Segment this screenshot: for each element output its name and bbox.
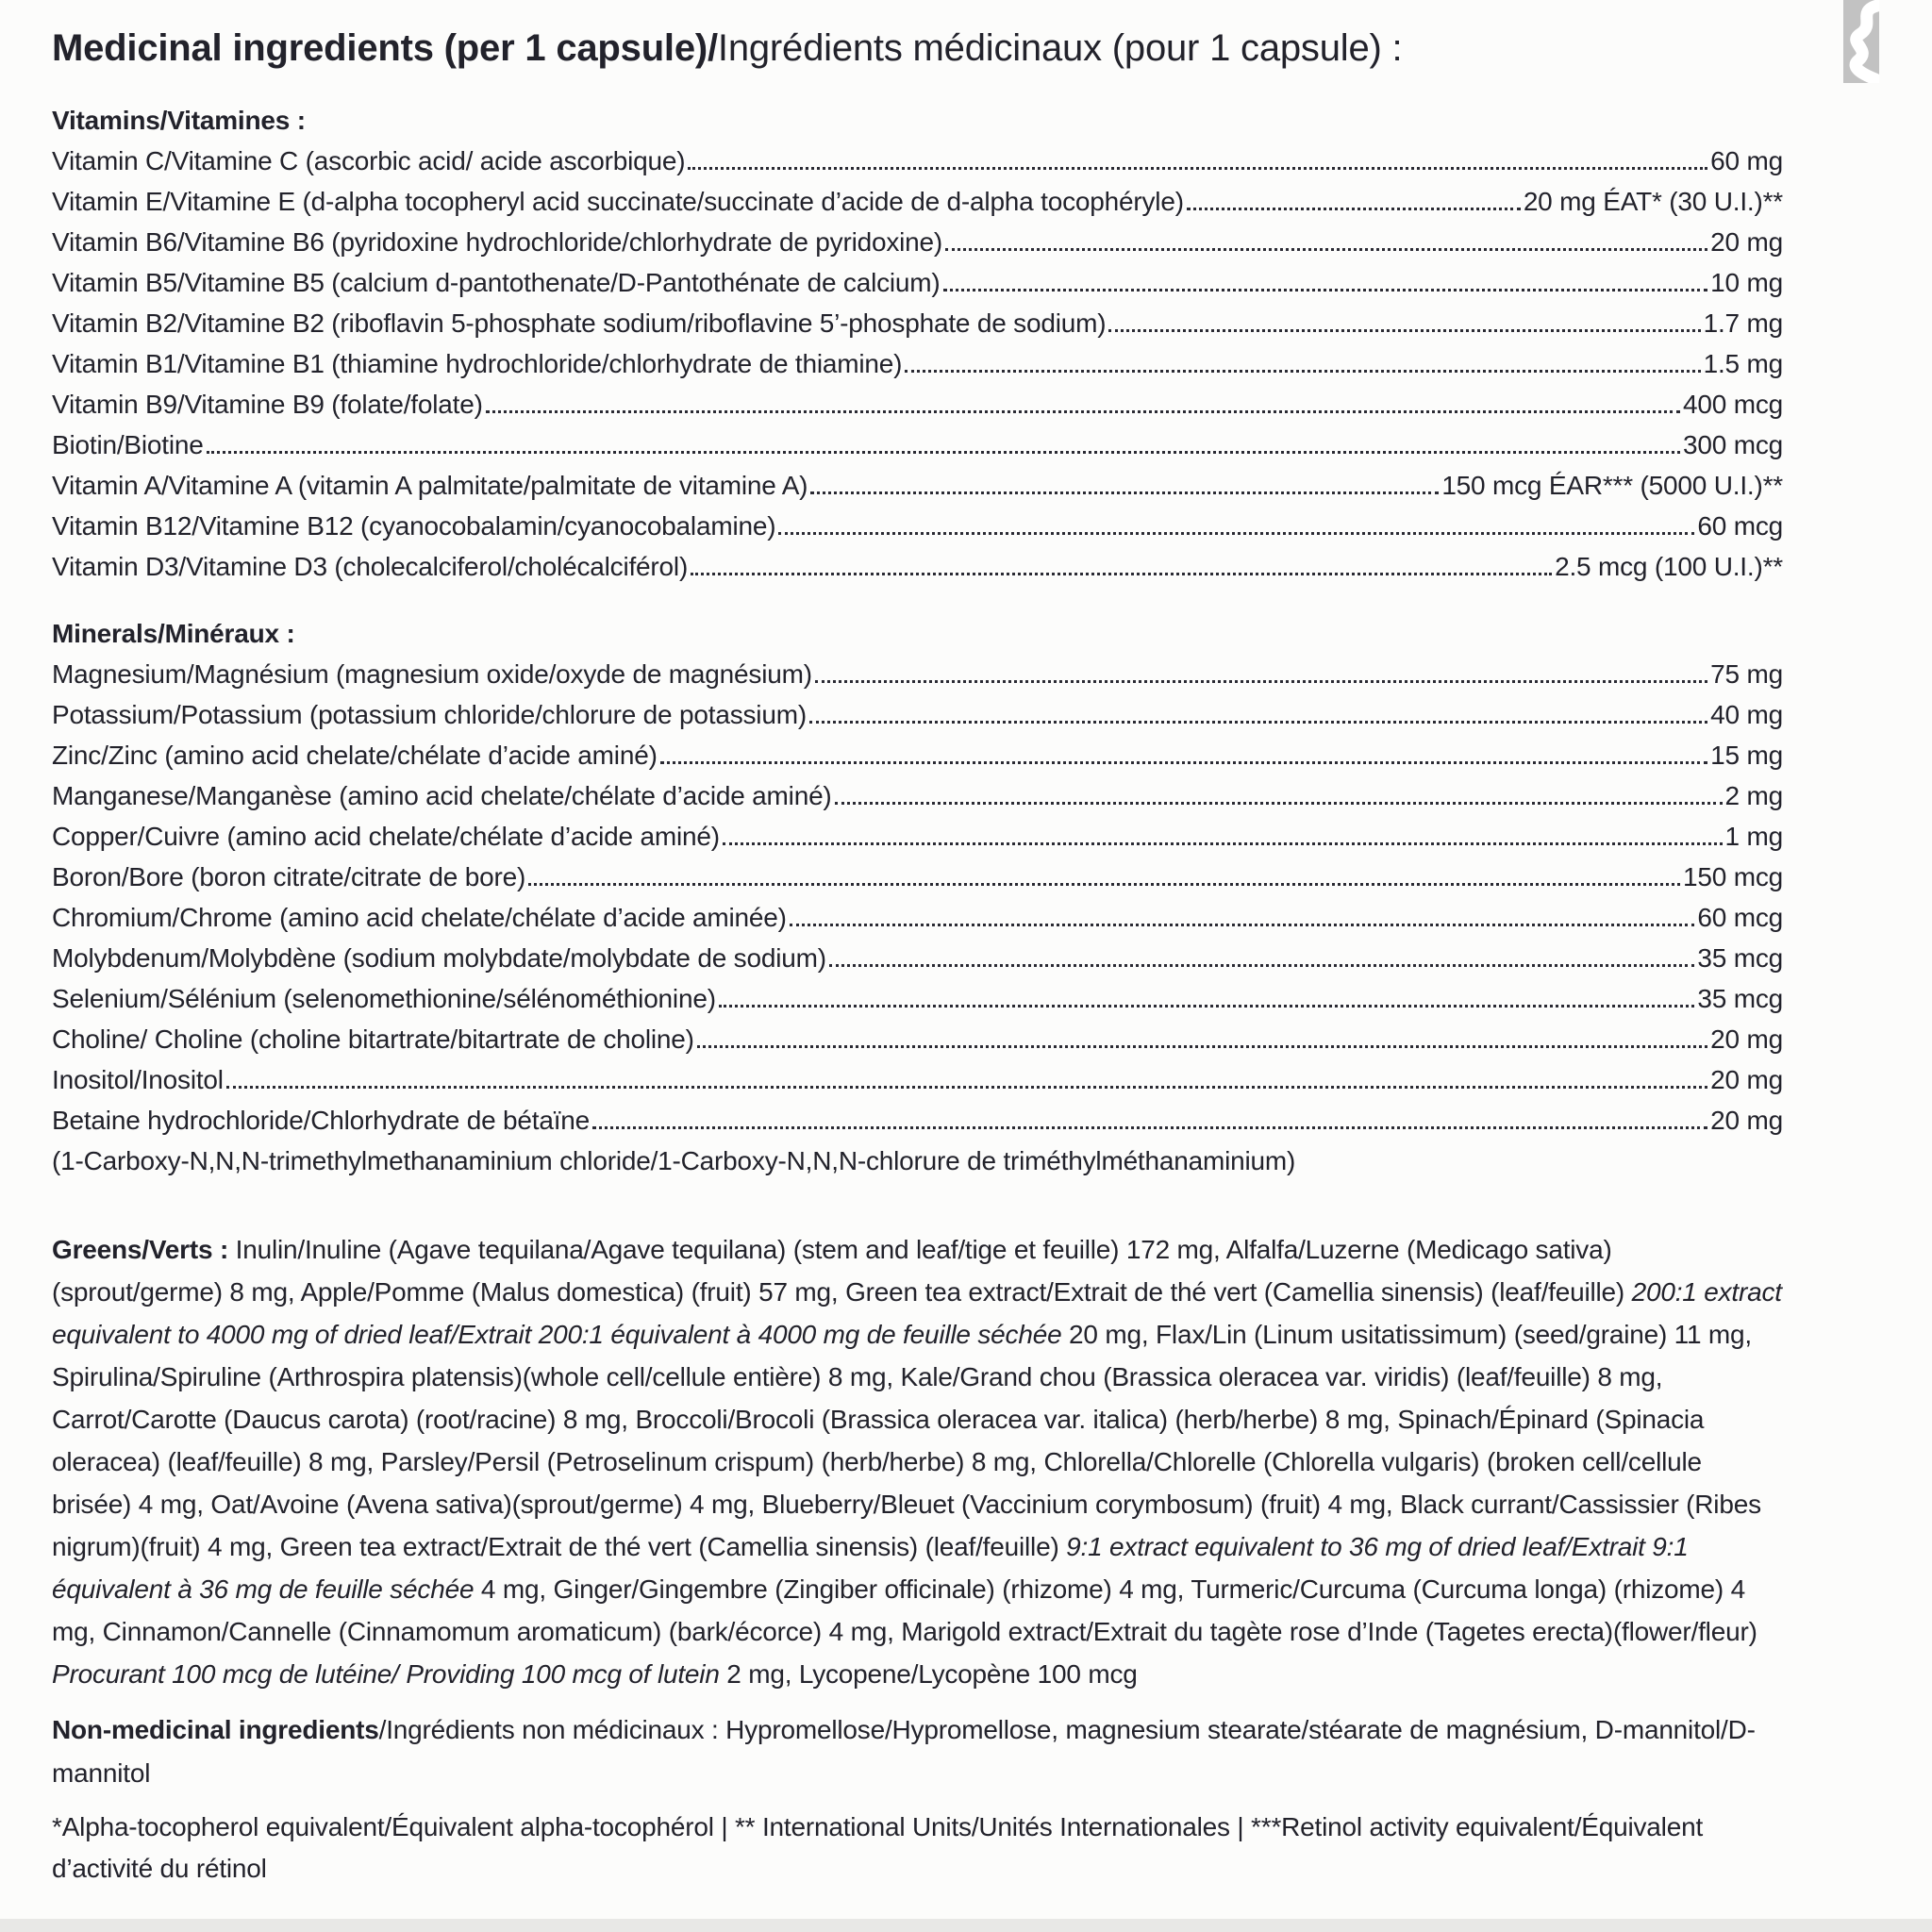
- ingredient-amount: 15 mg: [1710, 741, 1783, 770]
- dotted-leader: [688, 167, 1707, 170]
- non-medicinal-paragraph: [52, 1708, 1783, 1795]
- ingredient-amount: 20 mg: [1710, 1065, 1783, 1094]
- ingredient-amount: 150 mcg: [1683, 862, 1783, 891]
- dotted-leader: [945, 248, 1707, 251]
- ingredient-amount: 1.7 mg: [1703, 308, 1783, 338]
- ingredient-row: [52, 343, 1783, 384]
- dotted-leader: [1187, 208, 1521, 210]
- ingredient-amount: 300 mcg: [1683, 430, 1783, 459]
- ingredient-row: [52, 262, 1783, 303]
- dotted-leader: [697, 1045, 1707, 1048]
- ingredient-amount: 40 mg: [1710, 700, 1783, 729]
- ingredient-name: Vitamin B2/Vitamine B2 (riboflavin 5-phosphate sodium/riboflavine 5’-phosphate de sodium): [52, 308, 1107, 338]
- ingredient-amount: 400 mcg: [1683, 390, 1783, 419]
- ingredient-row: [52, 775, 1783, 816]
- ingredient-amount: 20 mg: [1710, 1106, 1783, 1135]
- ingredient-row: [52, 938, 1783, 978]
- ingredient-name: Vitamin E/Vitamine E (d-alpha tocopheryl acid succinate/succinate d’acide de d-alpha tocophéryle): [52, 187, 1184, 216]
- vitamins-list: [52, 141, 1783, 587]
- ingredient-row: [52, 303, 1783, 343]
- dotted-leader: [207, 451, 1680, 454]
- ingredient-name: Boron/Bore (boron citrate/citrate de bore): [52, 862, 526, 891]
- ingredient-row: [52, 506, 1783, 546]
- footnotes-text: *Alpha-tocopherol equivalent/Équivalent alpha-tocophérol | ** International Units/Unités Internationales | ***Retinol activity equivalent/Équivalent d’activité du rétinol: [52, 1812, 1704, 1883]
- greens-segment: 20 mg, Flax/Lin (Linum usitatissimum) (seed/graine) 11 mg, Spirulina/Spiruline (Arthrospira platensis)(whole cell/cellule entière) 8 mg, Kale/Grand chou (Brassica oleracea var. viridis) (leaf/feuille) 8 mg, Carrot/Carotte (Daucus carota) (root/racine) 8 mg, Broccoli/Brocoli (Brassica oleracea var. italica) (herb/herbe) 8 mg, Spinach/Épinard (Spinacia oleracea) (leaf/feuille) 8 mg, Parsley/Persil (Petroselinum crispum) (herb/herbe) 8 mg, Chlorella/Chlorelle (Chlorella vulgaris) (broken cell/cellule brisée) 4 mg, Oat/Avoine (Avena sativa)(sprout/germe) 4 mg, Blueberry/Bleuet (Vaccinium corymbosum) (fruit) 4 mg, Black currant/Cassissier (Ribes nigrum)(fruit) 4 mg, Green tea extract/Extrait de thé vert (Camellia sinensis) (leaf/feuille): [52, 1320, 1761, 1561]
- ingredient-amount: 75 mg: [1710, 659, 1783, 689]
- ingredient-row: [52, 425, 1783, 465]
- bottom-edge-strip: [0, 1919, 1932, 1932]
- ingredient-name: Potassium/Potassium (potassium chloride/chlorure de potassium): [52, 700, 807, 729]
- ingredient-row: [52, 735, 1783, 775]
- ingredient-row: [52, 816, 1783, 857]
- ingredient-row: [52, 694, 1783, 735]
- ingredient-row: [52, 857, 1783, 897]
- ingredient-amount: 150 mcg ÉAR*** (5000 U.I.)**: [1441, 471, 1783, 500]
- dotted-leader: [835, 802, 1723, 805]
- greens-segment: 4 mg, Ginger/Gingembre (Zingiber officinale) (rhizome) 4 mg, Turmeric/Curcuma (Curcuma longa) (rhizome) 4 mg, Cinnamon/Cannelle (Cinnamomum aromaticum) (bark/écorce) 4 mg, Marigold extract/Extrait du tagète rose d’Inde (Tagetes erecta)(flower/fleur): [52, 1574, 1757, 1646]
- ingredient-name: Chromium/Chrome (amino acid chelate/chélate d’acide aminée): [52, 903, 787, 932]
- ingredient-amount: 2.5 mcg (100 U.I.)**: [1555, 552, 1783, 581]
- ingredient-name: Biotin/Biotine: [52, 430, 204, 459]
- dotted-leader: [815, 680, 1707, 683]
- ingredient-amount: 60 mcg: [1697, 903, 1783, 932]
- dotted-leader: [691, 573, 1552, 575]
- ingredient-row: [52, 1059, 1783, 1100]
- ingredient-name: Selenium/Sélénium (selenomethionine/sélénométhionine): [52, 984, 716, 1013]
- ingredient-name: Vitamin B6/Vitamine B6 (pyridoxine hydrochloride/chlorhydrate de pyridoxine): [52, 227, 943, 257]
- minerals-section-header: Minerals/Minéraux :: [52, 619, 295, 648]
- non-medicinal-label: Non-medicinal ingredients: [52, 1715, 379, 1744]
- ingredient-name: Vitamin D3/Vitamine D3 (cholecalciferol/cholécalciférol): [52, 552, 689, 581]
- ingredient-amount: 1 mg: [1724, 822, 1783, 851]
- ingredient-row: [52, 978, 1783, 1019]
- greens-segment: 2 mg, Lycopene/Lycopène 100 mcg: [719, 1659, 1138, 1689]
- ingredient-row: [52, 1100, 1783, 1141]
- dotted-leader: [226, 1086, 1707, 1089]
- dotted-leader: [486, 410, 1680, 413]
- panel-title-english: Medicinal ingredients (per 1 capsule)/: [52, 27, 718, 69]
- dotted-leader: [778, 532, 1694, 535]
- non-medicinal-text: /Ingrédients non médicinaux : Hypromellose/Hypromellose, magnesium stearate/stéarate de magnésium, D-mannitol/D-mannitol: [52, 1715, 1756, 1788]
- ingredient-name: Inositol/Inositol: [52, 1065, 224, 1094]
- ingredient-row: [52, 465, 1783, 506]
- dotted-leader: [810, 491, 1439, 494]
- ingredient-name: Manganese/Manganèse (amino acid chelate/chélate d’acide aminé): [52, 781, 832, 810]
- ingredient-name: Vitamin B1/Vitamine B1 (thiamine hydrochloride/chlorhydrate de thiamine): [52, 349, 903, 378]
- ingredient-name: Vitamin B5/Vitamine B5 (calcium d-pantothenate/D-Pantothénate de calcium): [52, 268, 941, 297]
- greens-segment: 9:1 extract equivalent to 36 mg of dried leaf/Extrait 9:1 équivalent à 36 mg de feuille séchée: [52, 1532, 1689, 1604]
- ingredient-row: [52, 1019, 1783, 1059]
- ingredient-amount: 35 mcg: [1697, 984, 1783, 1013]
- dotted-leader: [943, 289, 1708, 291]
- ingredient-amount: 2 mg: [1724, 781, 1783, 810]
- greens-segment: Greens/Verts :: [52, 1235, 236, 1264]
- panel-title-french: Ingrédients médicinaux (pour 1 capsule) :: [717, 27, 1403, 69]
- ingredient-row: [52, 222, 1783, 262]
- ingredient-row: [52, 897, 1783, 938]
- dotted-leader: [592, 1126, 1707, 1129]
- dotted-leader: [809, 721, 1707, 724]
- ingredient-amount: 20 mg: [1710, 1024, 1783, 1054]
- dotted-leader: [660, 761, 1707, 764]
- ingredient-amount: 20 mg ÉAT* (30 U.I.)**: [1523, 187, 1783, 216]
- ingredient-amount: 60 mcg: [1697, 511, 1783, 541]
- dotted-leader: [829, 964, 1695, 967]
- ingredient-amount: 35 mcg: [1697, 943, 1783, 973]
- minerals-list: [52, 654, 1783, 1141]
- greens-segment: Procurant 100 mcg de lutéine/ Providing 100 mcg of lutein: [52, 1659, 720, 1689]
- ingredient-row: [52, 181, 1783, 222]
- dotted-leader: [1108, 329, 1700, 332]
- dotted-leader: [905, 370, 1700, 373]
- ingredient-name: Vitamin C/Vitamine C (ascorbic acid/ acide ascorbique): [52, 146, 686, 175]
- ingredient-amount: 60 mg: [1710, 146, 1783, 175]
- vitamins-section-header: Vitamins/Vitamines :: [52, 106, 306, 135]
- greens-paragraph: [52, 1228, 1783, 1695]
- betaine-chemical-note: (1-Carboxy-N,N,N-trimethylmethanaminium chloride/1-Carboxy-N,N,N-chlorure de triméthylméthanaminium): [52, 1146, 1296, 1175]
- ingredient-row: [52, 141, 1783, 181]
- ingredient-name: Vitamin A/Vitamine A (vitamin A palmitate/palmitate de vitamine A): [52, 471, 808, 500]
- ingredient-name: Vitamin B9/Vitamine B9 (folate/folate): [52, 390, 483, 419]
- ingredient-name: Copper/Cuivre (amino acid chelate/chélate d’acide aminé): [52, 822, 720, 851]
- ingredient-name: Molybdenum/Molybdène (sodium molybdate/molybdate de sodium): [52, 943, 826, 973]
- greens-segment: Inulin/Inuline (Agave tequilana/Agave tequilana) (stem and leaf/tige et feuille) 172 mg, Alfalfa/Luzerne (Medicago sativa) (sprout/germe) 8 mg, Apple/Pomme (Malus domestica) (fruit) 57 mg, Green tea extract/Extrait de thé vert (Camellia sinensis) (leaf/feuille): [52, 1235, 1632, 1307]
- ingredient-row: [52, 546, 1783, 587]
- ingredient-amount: 20 mg: [1710, 227, 1783, 257]
- corner-cropped-graphic-icon: [1843, 0, 1879, 83]
- dotted-leader: [719, 1005, 1695, 1008]
- greens-segment: 200:1 extract equivalent to 4000 mg of dried leaf/Extrait 200:1 équivalent à 4000 mg de feuille séchée: [52, 1277, 1782, 1349]
- dotted-leader: [723, 842, 1723, 845]
- ingredient-row: [52, 384, 1783, 425]
- ingredient-amount: 1.5 mg: [1703, 349, 1783, 378]
- ingredient-name: Zinc/Zinc (amino acid chelate/chélate d’acide aminé): [52, 741, 658, 770]
- ingredient-name: Magnesium/Magnésium (magnesium oxide/oxyde de magnésium): [52, 659, 812, 689]
- ingredient-name: Betaine hydrochloride/Chlorhydrate de bétaïne: [52, 1106, 591, 1135]
- ingredient-amount: 10 mg: [1710, 268, 1783, 297]
- corner-squiggle-icon: [1843, 0, 1879, 83]
- ingredient-name: Choline/ Choline (choline bitartrate/bitartrate de choline): [52, 1024, 694, 1054]
- dotted-leader: [790, 924, 1695, 926]
- ingredient-row: [52, 654, 1783, 694]
- panel-title: [52, 25, 1783, 72]
- dotted-leader: [528, 883, 1680, 886]
- ingredient-name: Vitamin B12/Vitamine B12 (cyanocobalamin/cyanocobalamine): [52, 511, 776, 541]
